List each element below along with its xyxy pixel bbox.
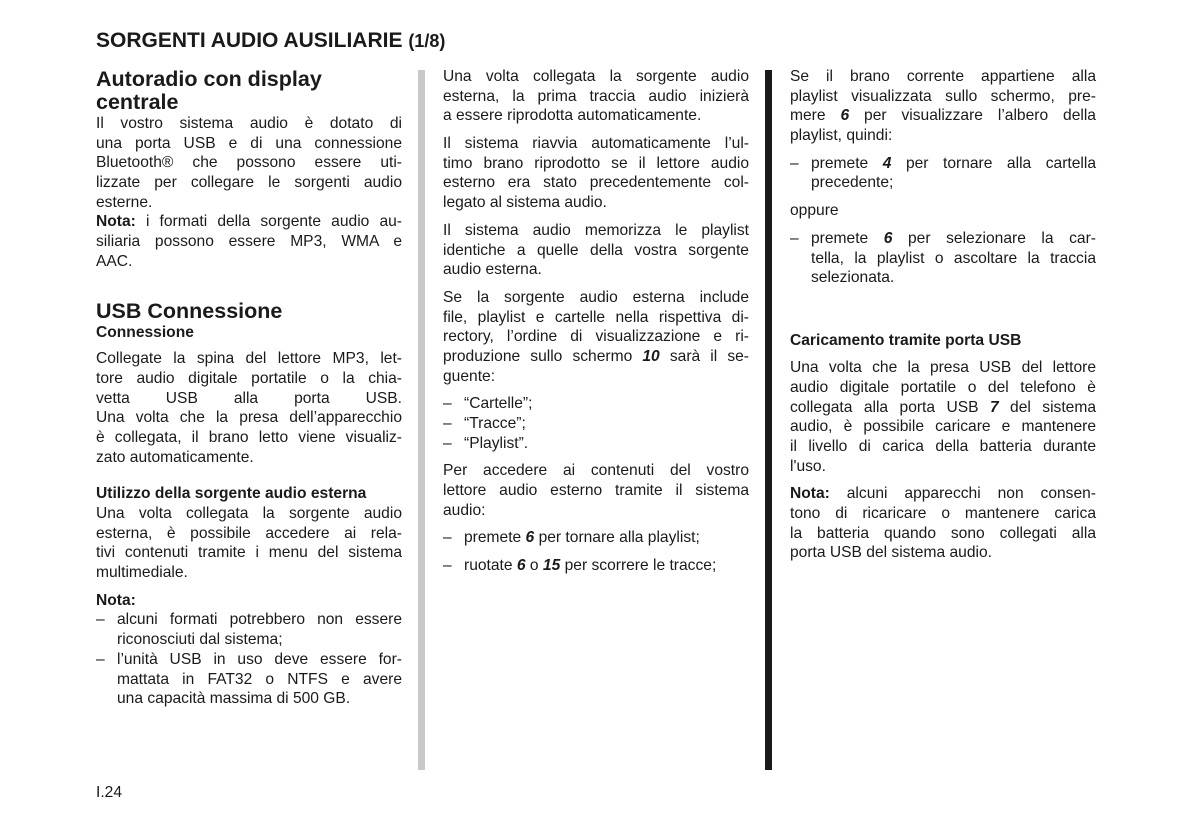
text-segment: per selezionare la car- (892, 229, 1096, 247)
list-dash: – (443, 529, 452, 547)
text-segment: premete (811, 154, 883, 172)
list-item (443, 556, 749, 576)
text-line (790, 296, 1096, 316)
paragraph (96, 114, 402, 212)
paragraph (790, 358, 1096, 476)
column-2 (443, 67, 749, 576)
text-line: riconosciuti dal sistema; (117, 631, 283, 649)
text-segment: premete (464, 529, 526, 547)
text-line (464, 528, 749, 548)
text-line: a essere riprodotta automaticamente. (443, 107, 702, 125)
paragraph (96, 212, 402, 271)
text-line: oppure (790, 202, 839, 220)
column-1 (96, 68, 402, 709)
text-line: Se il brano corrente appartiene alla (790, 68, 1096, 85)
text-segment: premete (811, 229, 884, 247)
subheading (96, 591, 402, 611)
page-number: I.24 (96, 784, 123, 801)
text-segment: per visualizzare l’albero della (849, 107, 1096, 125)
emphasis-text: 7 (989, 398, 999, 416)
emphasis-text: 6 (883, 229, 893, 247)
page-title (96, 29, 445, 53)
emphasis-text: Nota: (96, 213, 136, 231)
list-item (443, 414, 749, 434)
paragraph (443, 461, 749, 520)
paragraph (443, 67, 749, 126)
text-line: audio, è possibile caricare e mantenere (790, 418, 1096, 436)
text-line: esterne. (96, 193, 153, 211)
paragraph (790, 484, 1096, 563)
text-segment: del sistema (998, 398, 1096, 416)
text-line: una porta USB e di una connessione (96, 134, 402, 152)
list-item (443, 528, 749, 548)
text-segment: o (525, 557, 543, 575)
column-3 (790, 67, 1096, 563)
list-dash: – (443, 395, 452, 413)
text-line: zato automaticamente. (96, 448, 254, 466)
list-dash: – (443, 415, 452, 432)
text-line: guente: (443, 367, 496, 385)
text-line: Il sistema audio memorizza le playlist (443, 221, 749, 239)
text-line: Caricamento tramite porta USB (790, 331, 1022, 349)
text-line: mattata in FAT32 o NTFS e avere (117, 670, 402, 688)
text-line: Una volta che la presa dell’apparecchio (96, 409, 402, 427)
text-line: l'uso. (790, 457, 826, 475)
text-line: il livello di carica della batteria durante (790, 438, 1096, 455)
section-heading (96, 68, 402, 114)
text-line: timo brano riprodotto se il lettore audio (443, 154, 749, 172)
text-line: Una volta collegata la sorgente audio (96, 505, 402, 522)
section-heading (96, 300, 402, 323)
text-line: Connessione (96, 323, 194, 341)
text-segment: alcuni apparecchi non consen- (829, 485, 1096, 503)
list-dash: – (790, 154, 799, 172)
paragraph (443, 288, 749, 386)
text-line (790, 484, 1096, 504)
emphasis-text: Nota: (790, 485, 830, 503)
text-line: l’unità USB in uso deve essere for- (117, 650, 402, 668)
paragraph (96, 349, 402, 467)
text-line: tono di ricaricare o mantenere carica (790, 505, 1096, 523)
list-dash: – (96, 611, 105, 629)
text-line: esterno era stato precedentemente col- (443, 174, 749, 192)
emphasis-text: 6 (525, 529, 535, 547)
text-segment: produzione sullo schermo (443, 347, 643, 365)
list-item (790, 154, 1096, 193)
emphasis-text: 6 (516, 557, 526, 575)
text-line: centrale (96, 90, 179, 114)
text-segment: per tornare alla playlist; (534, 529, 700, 547)
text-segment: ruotate (464, 557, 517, 575)
text-line: Collegate la spina del lettore MP3, let- (96, 350, 402, 368)
text-line: è collegata, il brano letto viene visualiz- (96, 428, 402, 446)
text-segment: i formati della sorgente audio au- (135, 213, 402, 231)
subheading (96, 484, 402, 504)
paragraph (443, 221, 749, 280)
text-line: Il sistema riavvia automaticamente l’ul- (443, 135, 749, 153)
text-line: Utilizzo della sorgente audio esterna (96, 485, 367, 503)
text-line (464, 556, 749, 576)
text-line: identiche a quelle della vostra sorgente (443, 241, 749, 259)
section-title: SORGENTI AUDIO AUSILIARIE (96, 29, 403, 52)
text-line: Per accedere ai contenuti del vostro (443, 462, 749, 480)
text-line: legato al sistema audio. (443, 194, 607, 212)
text-line: rectory, l’ordine di visualizzazione e ri- (443, 328, 749, 346)
text-segment: per tornare alla cartella (891, 154, 1096, 172)
list-item (443, 434, 749, 454)
subheading (790, 331, 1096, 351)
text-line: audio digitale portatile o del telefono è (790, 378, 1096, 396)
text-line: lizzate per collegare le sorgenti audio (96, 174, 402, 192)
list-dash: – (790, 229, 799, 247)
list-item (443, 394, 749, 414)
list-dash: – (96, 650, 105, 668)
text-line: Nota: (96, 591, 136, 609)
section-part: (1/8) (408, 31, 446, 51)
text-line: audio esterna. (443, 261, 542, 279)
text-line: esterna, è possibile accedere ai rela- (96, 524, 402, 542)
text-line: Una volta collegata la sorgente audio (443, 68, 749, 85)
list-item (96, 650, 402, 709)
text-line: multimediale. (96, 564, 188, 582)
emphasis-text: 4 (882, 154, 892, 172)
text-line: playlist, quindi: (790, 127, 893, 145)
paragraph (96, 504, 402, 583)
emphasis-text: 6 (840, 107, 850, 125)
text-segment: mere (790, 107, 841, 125)
text-line: una capacità massima di 500 GB. (117, 690, 351, 708)
text-line: audio: (443, 501, 486, 519)
text-line: “Tracce”; (464, 415, 526, 432)
text-line: USB Connessione (96, 298, 283, 323)
subheading (96, 323, 402, 343)
text-line: “Playlist”. (464, 434, 529, 452)
text-line: tella, la playlist o ascoltare la traccia (811, 249, 1096, 267)
text-segment: per scorrere le tracce; (560, 557, 717, 575)
list-dash: – (443, 434, 452, 452)
text-line (790, 398, 1096, 418)
list-dash: – (443, 557, 452, 575)
emphasis-text: 10 (642, 347, 660, 365)
text-line (811, 229, 1096, 249)
paragraph (443, 134, 749, 213)
text-line (811, 154, 1096, 174)
list-item (790, 229, 1096, 288)
text-line: esterna, la prima traccia audio inizierà (443, 87, 749, 105)
text-line: precedente; (811, 174, 894, 192)
text-line: “Cartelle”; (464, 395, 533, 413)
text-line (96, 212, 402, 232)
paragraph (790, 201, 1096, 221)
text-line: Autoradio con display (96, 67, 322, 91)
text-line (790, 106, 1096, 126)
list-item (96, 610, 402, 649)
text-line: tore audio digitale portatile o la chia- (96, 369, 402, 387)
emphasis-text: 15 (542, 557, 561, 575)
text-line: selezionata. (811, 269, 895, 287)
text-line: lettore audio esterno tramite il sistema (443, 482, 749, 500)
text-line (443, 347, 749, 367)
column-divider-gray (418, 70, 425, 770)
text-line: AAC. (96, 252, 133, 270)
text-line: Una volta che la presa USB del lettore (790, 359, 1096, 377)
text-line: alcuni formati potrebbero non essere (117, 611, 402, 629)
text-segment: sarà il se- (659, 347, 749, 365)
text-line: playlist visualizzata sullo schermo, pre- (790, 87, 1096, 105)
text-line: siliaria possono essere MP3, WMA e (96, 233, 402, 251)
text-line: tivi contenuti tramite i menu del sistema (96, 544, 402, 562)
text-line: Il vostro sistema audio è dotato di (96, 115, 402, 132)
text-line: la batteria quando sono collegati alla (790, 524, 1096, 542)
text-line: Bluetooth® che possono essere uti- (96, 154, 402, 172)
text-line: Se la sorgente audio esterna include (443, 288, 749, 306)
paragraph (790, 67, 1096, 146)
text-segment: collegata alla porta USB (790, 398, 990, 416)
text-line: vetta USB alla porta USB. (96, 389, 402, 407)
column-divider-black (765, 70, 772, 770)
paragraph (790, 296, 1096, 316)
text-line: file, playlist e cartelle nella rispettiva di- (443, 308, 749, 326)
text-line: porta USB del sistema audio. (790, 544, 992, 562)
